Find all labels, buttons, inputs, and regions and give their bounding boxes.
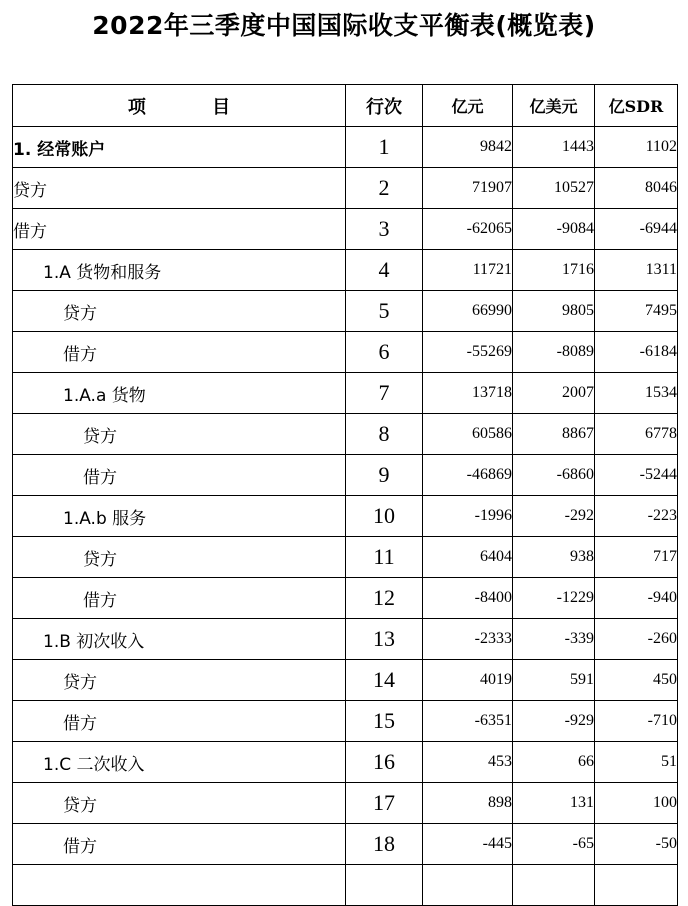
row-item: 1.B 初次收入 [13,619,346,660]
value-yi-yuan: 13718 [423,373,513,414]
row-item: 借方 [13,209,346,250]
value-yi-yuan: 9842 [423,127,513,168]
table-row [13,291,678,332]
table-row [13,619,678,660]
balance-of-payments-table [12,84,678,906]
row-item: 贷方 [13,660,346,701]
value-yi-sdr: -940 [595,578,678,619]
value-yi-usd: -929 [513,701,595,742]
row-item: 1. 经常账户 [13,127,346,168]
row-item: 1.A.b 服务 [13,496,346,537]
table-row [13,209,678,250]
row-number: 10 [346,496,423,537]
header-yi-usd: 亿美元 [513,85,595,127]
row-number: 1 [346,127,423,168]
table-row [13,455,678,496]
row-item: 借方 [13,701,346,742]
row-number: 6 [346,332,423,373]
value-yi-usd: -6860 [513,455,595,496]
table-row [13,414,678,455]
value-yi-sdr: -6184 [595,332,678,373]
row-number: 5 [346,291,423,332]
row-number: 14 [346,660,423,701]
value-yi-usd: 938 [513,537,595,578]
page-title: 2022年三季度中国国际收支平衡表(概览表) [92,11,596,40]
value-yi-yuan: 60586 [423,414,513,455]
table-row [13,373,678,414]
value-yi-sdr: -260 [595,619,678,660]
empty-cell [513,865,595,906]
value-yi-yuan: 6404 [423,537,513,578]
value-yi-usd: 9805 [513,291,595,332]
row-number: 9 [346,455,423,496]
header-item: 项 目 [13,85,346,127]
value-yi-usd: -292 [513,496,595,537]
row-number: 15 [346,701,423,742]
value-yi-usd: -1229 [513,578,595,619]
value-yi-usd: 591 [513,660,595,701]
value-yi-sdr: 1311 [595,250,678,291]
row-item: 借方 [13,824,346,865]
value-yi-sdr: 8046 [595,168,678,209]
table-row [13,701,678,742]
value-yi-sdr: 450 [595,660,678,701]
value-yi-sdr: 100 [595,783,678,824]
value-yi-sdr: -50 [595,824,678,865]
empty-cell [423,865,513,906]
value-yi-sdr: -223 [595,496,678,537]
row-number: 18 [346,824,423,865]
row-number: 17 [346,783,423,824]
header-row [13,85,678,127]
value-yi-yuan: -62065 [423,209,513,250]
row-item: 借方 [13,332,346,373]
header-yi-sdr: 亿SDR [595,85,678,127]
value-yi-usd: -9084 [513,209,595,250]
row-number: 8 [346,414,423,455]
table-row [13,250,678,291]
table-row [13,332,678,373]
table-row [13,127,678,168]
row-item: 贷方 [13,168,346,209]
value-yi-yuan: 71907 [423,168,513,209]
row-number: 13 [346,619,423,660]
row-item: 贷方 [13,414,346,455]
value-yi-yuan: -2333 [423,619,513,660]
value-yi-yuan: -8400 [423,578,513,619]
row-number: 2 [346,168,423,209]
row-item: 贷方 [13,291,346,332]
row-item: 借方 [13,455,346,496]
value-yi-sdr: 7495 [595,291,678,332]
value-yi-usd: 8867 [513,414,595,455]
value-yi-yuan: -1996 [423,496,513,537]
row-number: 3 [346,209,423,250]
row-item: 1.A 货物和服务 [13,250,346,291]
value-yi-usd: 10527 [513,168,595,209]
value-yi-usd: 131 [513,783,595,824]
row-number: 11 [346,537,423,578]
row-number: 4 [346,250,423,291]
value-yi-sdr: 717 [595,537,678,578]
table-row [13,578,678,619]
value-yi-yuan: 66990 [423,291,513,332]
table-row [13,660,678,701]
value-yi-usd: -65 [513,824,595,865]
value-yi-yuan: 4019 [423,660,513,701]
row-item: 1.A.a 货物 [13,373,346,414]
table-row [13,496,678,537]
row-item: 借方 [13,578,346,619]
row-number: 16 [346,742,423,783]
value-yi-sdr: -710 [595,701,678,742]
empty-cell [13,865,346,906]
value-yi-yuan: 453 [423,742,513,783]
value-yi-sdr: -6944 [595,209,678,250]
value-yi-sdr: 1534 [595,373,678,414]
value-yi-yuan: -55269 [423,332,513,373]
value-yi-usd: -8089 [513,332,595,373]
header-row-number: 行次 [346,85,423,127]
value-yi-usd: 2007 [513,373,595,414]
row-number: 7 [346,373,423,414]
empty-cell [346,865,423,906]
row-item: 贷方 [13,537,346,578]
value-yi-sdr: 51 [595,742,678,783]
value-yi-sdr: 6778 [595,414,678,455]
row-item: 贷方 [13,783,346,824]
value-yi-yuan: -46869 [423,455,513,496]
value-yi-usd: 1716 [513,250,595,291]
value-yi-usd: -339 [513,619,595,660]
value-yi-yuan: -6351 [423,701,513,742]
empty-cell [595,865,678,906]
value-yi-usd: 1443 [513,127,595,168]
value-yi-sdr: -5244 [595,455,678,496]
value-yi-yuan: -445 [423,824,513,865]
table-row [13,537,678,578]
table-row-partial [13,865,678,906]
value-yi-usd: 66 [513,742,595,783]
header-yi-yuan: 亿元 [423,85,513,127]
table-row [13,824,678,865]
table-row [13,742,678,783]
value-yi-yuan: 898 [423,783,513,824]
table-row [13,783,678,824]
value-yi-sdr: 1102 [595,127,678,168]
value-yi-yuan: 11721 [423,250,513,291]
table-row [13,168,678,209]
row-number: 12 [346,578,423,619]
row-item: 1.C 二次收入 [13,742,346,783]
